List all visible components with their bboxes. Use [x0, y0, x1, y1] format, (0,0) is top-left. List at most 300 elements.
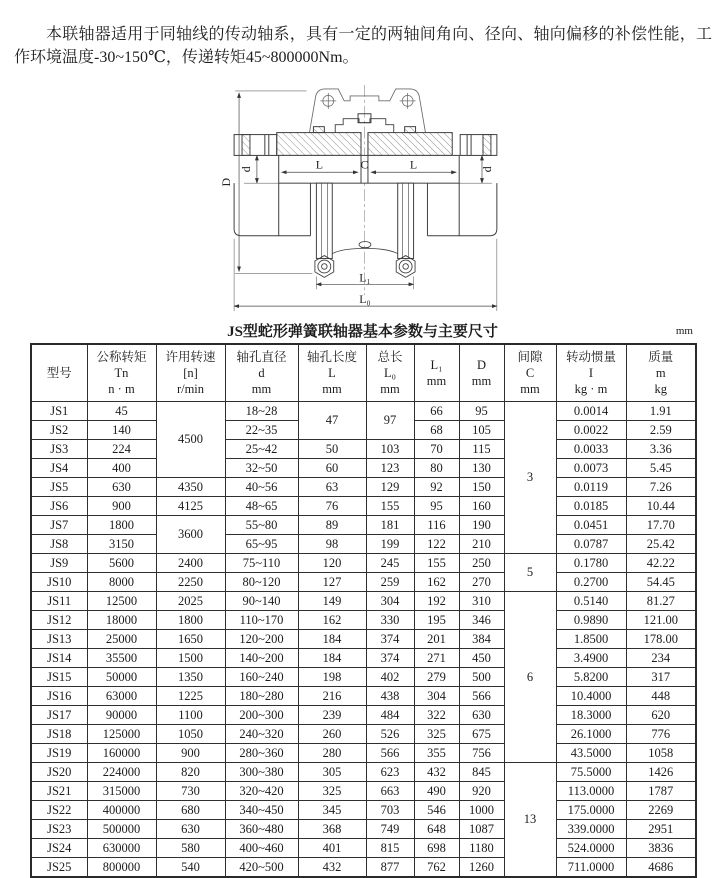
table-cell: 270 [459, 573, 504, 592]
table-cell: 240~320 [225, 725, 298, 744]
table-cell: 675 [459, 725, 504, 744]
table-cell: 1350 [156, 668, 225, 687]
table-cell: 279 [414, 668, 459, 687]
table-cell: 155 [414, 554, 459, 573]
table-cell: 374 [366, 649, 414, 668]
table-cell: 0.0119 [556, 478, 626, 497]
table-cell: JS8 [31, 535, 87, 554]
column-header: L₁ mm [414, 344, 459, 402]
table-cell: 129 [366, 478, 414, 497]
dim-label-C: C [360, 157, 368, 172]
table-cell: 8000 [87, 573, 156, 592]
table-cell: 140~200 [225, 649, 298, 668]
table-cell: JS20 [31, 763, 87, 782]
table-cell: 280~360 [225, 744, 298, 763]
table-cell: 76 [298, 497, 366, 516]
table-cell: 190 [459, 516, 504, 535]
table-cell: 184 [298, 630, 366, 649]
table-cell: 95 [459, 402, 504, 421]
table-cell: 566 [459, 687, 504, 706]
table-cell: 800000 [87, 858, 156, 878]
table-row [31, 801, 696, 820]
table-cell: 160 [459, 497, 504, 516]
table-cell: 384 [459, 630, 504, 649]
table-cell: 184 [298, 649, 366, 668]
table-cell: 18000 [87, 611, 156, 630]
table-cell: 1426 [626, 763, 696, 782]
table-cell: 304 [414, 687, 459, 706]
table-cell: 1800 [87, 516, 156, 535]
column-header: 轴孔直径 d mm [225, 344, 298, 402]
table-row [31, 839, 696, 858]
table-cell: 4686 [626, 858, 696, 878]
unit-note: mm [675, 325, 693, 337]
hub-body-band [278, 155, 458, 183]
table-cell: 566 [366, 744, 414, 763]
table-cell: 234 [626, 649, 696, 668]
dim-label-d-right: d [479, 166, 494, 173]
table-cell: 10.44 [626, 497, 696, 516]
table-cell: 305 [298, 763, 366, 782]
table-cell: 26.1000 [556, 725, 626, 744]
table-cell: 115 [459, 440, 504, 459]
table-cell: 400~460 [225, 839, 298, 858]
table-cell: 0.0185 [556, 497, 626, 516]
table-cell: 103 [366, 440, 414, 459]
bolt-head-left [313, 127, 324, 133]
table-cell: 540 [156, 858, 225, 878]
table-cell: 877 [366, 858, 414, 878]
table-cell: 1787 [626, 782, 696, 801]
table-cell: 60 [298, 459, 366, 478]
table-row [31, 668, 696, 687]
table-cell: JS11 [31, 592, 87, 611]
table-cell: 97 [366, 402, 414, 440]
table-cell: 320~420 [225, 782, 298, 801]
table-cell: 630 [459, 706, 504, 725]
table-cell: 310 [459, 592, 504, 611]
table-cell: 703 [366, 801, 414, 820]
table-cell: 0.9890 [556, 611, 626, 630]
table-row [31, 744, 696, 763]
table-cell: 105 [459, 421, 504, 440]
table-cell: 762 [414, 858, 459, 878]
flange-side-blocks [234, 135, 497, 156]
table-cell: 580 [156, 839, 225, 858]
table-cell: 346 [459, 611, 504, 630]
table-cell: 7.26 [626, 478, 696, 497]
table-cell: 54.45 [626, 573, 696, 592]
table-cell: 776 [626, 725, 696, 744]
table-cell: 630000 [87, 839, 156, 858]
table-cell: 13 [504, 763, 556, 878]
table-cell: 12500 [87, 592, 156, 611]
table-cell: 360~480 [225, 820, 298, 839]
table-row [31, 858, 696, 878]
table-cell: 648 [414, 820, 459, 839]
table-cell: 250 [459, 554, 504, 573]
table-cell: 25000 [87, 630, 156, 649]
table-cell: 325 [414, 725, 459, 744]
table-cell: 500000 [87, 820, 156, 839]
table-cell: 524.0000 [556, 839, 626, 858]
table-cell: 680 [156, 801, 225, 820]
guard-bottom-edge [332, 248, 397, 253]
table-cell: 130 [459, 459, 504, 478]
table-cell: 155 [366, 497, 414, 516]
table-row [31, 478, 696, 497]
table-cell: JS7 [31, 516, 87, 535]
table-cell: 18.3000 [556, 706, 626, 725]
table-cell: 50 [298, 440, 366, 459]
table-cell: 116 [414, 516, 459, 535]
table-cell: 3600 [156, 516, 225, 554]
table-cell: 368 [298, 820, 366, 839]
table-cell: 3.36 [626, 440, 696, 459]
table-cell: 3836 [626, 839, 696, 858]
table-cell: 89 [298, 516, 366, 535]
table-cell: 201 [414, 630, 459, 649]
dim-label-d-left: d [238, 166, 253, 173]
table-cell: 75~110 [225, 554, 298, 573]
table-cell: 18~28 [225, 402, 298, 421]
table-row [31, 706, 696, 725]
table-row [31, 611, 696, 630]
table-cell: 50000 [87, 668, 156, 687]
table-cell: 80 [414, 459, 459, 478]
table-cell: 2025 [156, 592, 225, 611]
table-cell: 1050 [156, 725, 225, 744]
table-cell: 304 [366, 592, 414, 611]
table-cell: 25.42 [626, 535, 696, 554]
table-row [31, 440, 696, 459]
table-cell: 66 [414, 402, 459, 421]
table-cell: JS4 [31, 459, 87, 478]
table-cell: 90~140 [225, 592, 298, 611]
table-cell: 120 [298, 554, 366, 573]
table-cell: 3150 [87, 535, 156, 554]
table-cell: 900 [87, 497, 156, 516]
table-cell: 5.45 [626, 459, 696, 478]
table-cell: 121.00 [626, 611, 696, 630]
table-cell: 22~35 [225, 421, 298, 440]
table-cell: 40~56 [225, 478, 298, 497]
table-cell: 35500 [87, 649, 156, 668]
table-cell: 400 [87, 459, 156, 478]
table-cell: 0.0014 [556, 402, 626, 421]
column-header: 型号 [31, 344, 87, 402]
guard-rods [316, 183, 413, 258]
table-cell: 98 [298, 535, 366, 554]
table-cell: JS10 [31, 573, 87, 592]
table-cell: 749 [366, 820, 414, 839]
column-header: 质量 m kg [626, 344, 696, 402]
table-row [31, 630, 696, 649]
flange-left-hatched [276, 133, 360, 156]
table-cell: 160000 [87, 744, 156, 763]
table-cell: 1180 [459, 839, 504, 858]
table-cell: 345 [298, 801, 366, 820]
table-row [31, 535, 696, 554]
table-cell: 113.0000 [556, 782, 626, 801]
table-row [31, 516, 696, 535]
table-cell: 5 [504, 554, 556, 592]
table-cell: 0.0787 [556, 535, 626, 554]
column-header: 公称转矩 Tn n · m [87, 344, 156, 402]
table-cell: 150 [459, 478, 504, 497]
table-cell: 216 [298, 687, 366, 706]
lifting-eye-crosshairs [320, 93, 415, 109]
table-cell: 122 [414, 535, 459, 554]
table-cell: 0.2700 [556, 573, 626, 592]
table-cell: 90000 [87, 706, 156, 725]
table-cell: 75.5000 [556, 763, 626, 782]
table-cell: 1650 [156, 630, 225, 649]
column-header: 许用转速 [n] r/min [156, 344, 225, 402]
drain-plug [359, 241, 371, 247]
table-row [31, 402, 696, 421]
table-cell: JS23 [31, 820, 87, 839]
table-cell: 711.0000 [556, 858, 626, 878]
table-cell: 630 [87, 478, 156, 497]
table-cell: 210 [459, 535, 504, 554]
table-cell: 2250 [156, 573, 225, 592]
table-cell: 300~380 [225, 763, 298, 782]
table-row [31, 459, 696, 478]
table-cell: 438 [366, 687, 414, 706]
table-cell: 900 [156, 744, 225, 763]
table-cell: 80~120 [225, 573, 298, 592]
dim-label-D: D [218, 177, 233, 187]
table-cell: 4350 [156, 478, 225, 497]
table-cell: 198 [298, 668, 366, 687]
table-cell: JS15 [31, 668, 87, 687]
table-cell: 815 [366, 839, 414, 858]
table-cell: JS25 [31, 858, 87, 878]
table-cell: JS9 [31, 554, 87, 573]
table-cell: 2.59 [626, 421, 696, 440]
table-cell: JS12 [31, 611, 87, 630]
table-row [31, 820, 696, 839]
table-cell: 2400 [156, 554, 225, 573]
table-cell: 450 [459, 649, 504, 668]
table-cell: 224 [87, 440, 156, 459]
table-cell: 401 [298, 839, 366, 858]
table-row [31, 554, 696, 573]
table-cell: 92 [414, 478, 459, 497]
table-cell: 845 [459, 763, 504, 782]
table-cell: 484 [366, 706, 414, 725]
table-cell: 110~170 [225, 611, 298, 630]
flange-right-hatched [367, 133, 451, 156]
table-cell: 5600 [87, 554, 156, 573]
table-cell: 160~240 [225, 668, 298, 687]
table-cell: 125000 [87, 725, 156, 744]
table-cell: 180~280 [225, 687, 298, 706]
table-row [31, 687, 696, 706]
table-row [31, 725, 696, 744]
table-cell: 42.22 [626, 554, 696, 573]
table-cell: 920 [459, 782, 504, 801]
table-cell: 68 [414, 421, 459, 440]
table-cell: 4125 [156, 497, 225, 516]
table-cell: 1087 [459, 820, 504, 839]
table-caption-row [0, 322, 725, 342]
table-cell: JS3 [31, 440, 87, 459]
table-cell: 526 [366, 725, 414, 744]
table-row [31, 497, 696, 516]
table-cell: 402 [366, 668, 414, 687]
table-cell: 95 [414, 497, 459, 516]
table-cell: 1225 [156, 687, 225, 706]
table-header-row [31, 344, 696, 402]
table-cell: 63000 [87, 687, 156, 706]
table-cell: 2269 [626, 801, 696, 820]
table-cell: 432 [414, 763, 459, 782]
table-cell: 47 [298, 402, 366, 440]
table-cell: 120~200 [225, 630, 298, 649]
table-cell: 25~42 [225, 440, 298, 459]
table-cell: 663 [366, 782, 414, 801]
table-cell: 322 [414, 706, 459, 725]
table-cell: 1.8500 [556, 630, 626, 649]
dim-label-L-right: L [409, 157, 417, 172]
table-cell: 0.5140 [556, 592, 626, 611]
hub-lower-blocks [234, 183, 497, 236]
table-cell: 162 [298, 611, 366, 630]
table-cell: 0.0073 [556, 459, 626, 478]
table-cell: 432 [298, 858, 366, 878]
table-cell: 756 [459, 744, 504, 763]
table-cell: JS6 [31, 497, 87, 516]
table-cell: 317 [626, 668, 696, 687]
table-cell: 1500 [156, 649, 225, 668]
table-cell: 623 [366, 763, 414, 782]
document-page [0, 16, 725, 874]
parameters-table [30, 343, 697, 878]
table-cell: 620 [626, 706, 696, 725]
table-cell: 500 [459, 668, 504, 687]
table-cell: JS2 [31, 421, 87, 440]
table-cell: JS17 [31, 706, 87, 725]
table-cell: 162 [414, 573, 459, 592]
table-cell: JS19 [31, 744, 87, 763]
table-cell: 0.1780 [556, 554, 626, 573]
dim-label-L-left: L [315, 157, 323, 172]
table-cell: JS21 [31, 782, 87, 801]
table-cell: JS24 [31, 839, 87, 858]
table-cell: 330 [366, 611, 414, 630]
table-cell: 149 [298, 592, 366, 611]
coupling-drawing [198, 85, 528, 321]
table-cell: 181 [366, 516, 414, 535]
table-body [31, 402, 696, 878]
table-cell: 48~65 [225, 497, 298, 516]
table-cell: 245 [366, 554, 414, 573]
table-cell: JS1 [31, 402, 87, 421]
table-cell: 0.0033 [556, 440, 626, 459]
table-cell: 175.0000 [556, 801, 626, 820]
table-cell: 0.0022 [556, 421, 626, 440]
column-header: D mm [459, 344, 504, 402]
table-row [31, 649, 696, 668]
table-cell: 730 [156, 782, 225, 801]
table-cell: 70 [414, 440, 459, 459]
table-cell: 490 [414, 782, 459, 801]
table-cell: 546 [414, 801, 459, 820]
table-cell: 280 [298, 744, 366, 763]
table-cell: 448 [626, 687, 696, 706]
table-cell: 374 [366, 630, 414, 649]
coupling-diagram [198, 85, 528, 321]
table-cell: 315000 [87, 782, 156, 801]
table-cell: 45 [87, 402, 156, 421]
table-cell: 2951 [626, 820, 696, 839]
table-cell: 81.27 [626, 592, 696, 611]
table-cell: JS13 [31, 630, 87, 649]
table-cell: 17.70 [626, 516, 696, 535]
table-cell: 43.5000 [556, 744, 626, 763]
column-header: 总长 L₀ mm [366, 344, 414, 402]
intro-paragraph: 本联轴器适用于同轴线的传动轴系，具有一定的两轴间角向、径向、轴向偏移的补偿性能，工作环境温度-30~150℃，传递转矩45~800000Nm。 [14, 26, 712, 66]
table-cell: 140 [87, 421, 156, 440]
table-cell: 32~50 [225, 459, 298, 478]
table-cell: 400000 [87, 801, 156, 820]
table-cell: 820 [156, 763, 225, 782]
table-cell: JS14 [31, 649, 87, 668]
table-cell: 199 [366, 535, 414, 554]
table-cell: 420~500 [225, 858, 298, 878]
table-cell: 195 [414, 611, 459, 630]
table-row [31, 592, 696, 611]
table-title: JS型蛇形弹簧联轴器基本参数与主要尺寸 [227, 324, 498, 340]
table-cell: 339.0000 [556, 820, 626, 839]
table-row [31, 573, 696, 592]
table-cell: 224000 [87, 763, 156, 782]
table-cell: 0.0451 [556, 516, 626, 535]
table-cell: 260 [298, 725, 366, 744]
table-cell: 239 [298, 706, 366, 725]
table-cell: 698 [414, 839, 459, 858]
table-cell: 1058 [626, 744, 696, 763]
table-cell: 5.8200 [556, 668, 626, 687]
table-cell: 630 [156, 820, 225, 839]
table-cell: 1.91 [626, 402, 696, 421]
table-cell: JS5 [31, 478, 87, 497]
table-cell: 271 [414, 649, 459, 668]
table-cell: 340~450 [225, 801, 298, 820]
table-cell: 1260 [459, 858, 504, 878]
dim-label-L0: L₀ [358, 292, 371, 307]
table-cell: 259 [366, 573, 414, 592]
table-cell: 65~95 [225, 535, 298, 554]
table-cell: 355 [414, 744, 459, 763]
table-cell: JS22 [31, 801, 87, 820]
table-cell: JS18 [31, 725, 87, 744]
table-cell: 1800 [156, 611, 225, 630]
table-cell: 200~300 [225, 706, 298, 725]
table-cell: 10.4000 [556, 687, 626, 706]
column-header: 轴孔长度 L mm [298, 344, 366, 402]
table-cell: 127 [298, 573, 366, 592]
table-cell: 1100 [156, 706, 225, 725]
table-cell: 4500 [156, 402, 225, 478]
table-cell: 325 [298, 782, 366, 801]
table-cell: 3.4900 [556, 649, 626, 668]
table-cell: JS16 [31, 687, 87, 706]
table-cell: 123 [366, 459, 414, 478]
dim-label-L1: L₁ [358, 270, 371, 285]
